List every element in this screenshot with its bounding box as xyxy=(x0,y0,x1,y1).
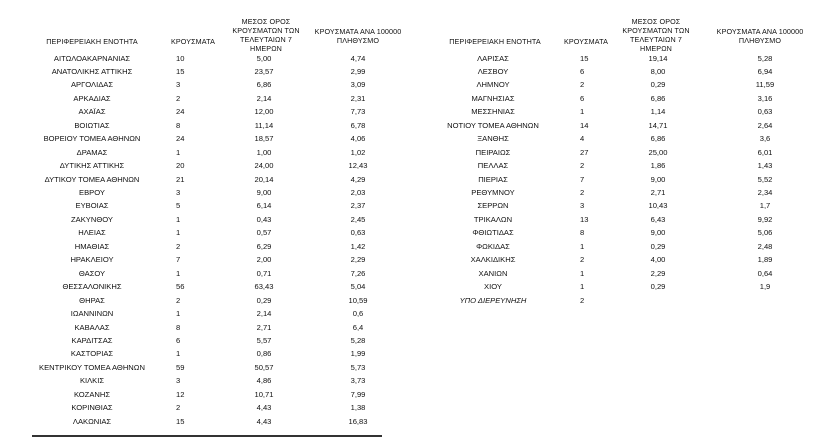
cell-cases: 59 xyxy=(176,362,185,372)
table-row xyxy=(410,255,819,268)
table-row xyxy=(0,417,410,430)
table-header xyxy=(0,0,410,53)
table-row xyxy=(0,363,410,376)
cell-region: ΚΕΝΤΡΙΚΟΥ ΤΟΜΕΑ ΑΘΗΝΩΝ xyxy=(39,362,145,372)
cell-per100k: 6,4 xyxy=(352,322,364,332)
cell-region: ΔΥΤΙΚΟΥ ΤΟΜΕΑ ΑΘΗΝΩΝ xyxy=(44,174,140,184)
cell-cases: 1 xyxy=(580,268,585,278)
table-row xyxy=(0,80,410,93)
table-row xyxy=(410,80,819,93)
table-row xyxy=(0,161,410,174)
cell-per100k: 0,63 xyxy=(350,228,366,238)
cell-per100k: 5,28 xyxy=(350,335,366,345)
cell-per100k: 1,99 xyxy=(350,349,366,359)
table-row xyxy=(0,309,410,322)
cell-region: ΕΥΒΟΙΑΣ xyxy=(75,201,109,211)
cell-cases: 7 xyxy=(580,174,585,184)
cell-per100k: 12,43 xyxy=(348,161,368,171)
cell-per100k: 1,89 xyxy=(757,255,773,265)
cell-avg7: 0,29 xyxy=(650,80,666,90)
cell-per100k: 0,63 xyxy=(757,107,773,117)
cell-region: ΦΘΙΩΤΙΔΑΣ xyxy=(472,228,514,238)
table-row xyxy=(410,242,819,255)
cell-per100k: 3,09 xyxy=(350,80,366,90)
table-row xyxy=(410,201,819,214)
cell-avg7: 1,14 xyxy=(650,107,666,117)
table-row xyxy=(0,255,410,268)
cell-region: ΙΩΑΝΝΙΝΩΝ xyxy=(70,309,114,319)
table-row xyxy=(410,228,819,241)
cell-region: ΚΟΡΙΝΘΙΑΣ xyxy=(71,403,113,413)
cell-cases: 1 xyxy=(176,147,181,157)
cell-avg7: 19,14 xyxy=(648,53,668,63)
header-per100k xyxy=(312,27,404,45)
cell-cases: 14 xyxy=(580,120,589,130)
table-row xyxy=(410,54,819,67)
cell-region: ΧΙΟΥ xyxy=(484,282,502,292)
table-row xyxy=(0,282,410,295)
cell-avg7: 20,14 xyxy=(254,174,274,184)
cell-cases: 1 xyxy=(176,309,181,319)
cell-per100k: 7,73 xyxy=(350,107,366,117)
table-row xyxy=(0,201,410,214)
cell-region: ΚΟΖΑΝΗΣ xyxy=(73,389,111,399)
cell-per100k: 2,45 xyxy=(350,214,366,224)
table-row xyxy=(410,215,819,228)
cell-region: ΑΙΤΩΛΟΑΚΑΡΝΑΝΙΑΣ xyxy=(53,53,131,63)
cell-per100k: 5,06 xyxy=(757,228,773,238)
cell-per100k: 5,28 xyxy=(757,53,773,63)
cell-region: ΡΕΘΥΜΝΟΥ xyxy=(471,188,515,197)
cell-per100k: 7,99 xyxy=(350,389,366,399)
cell-avg7: 0,57 xyxy=(256,228,272,238)
cell-per100k: 1,38 xyxy=(350,403,366,413)
cell-cases: 5 xyxy=(176,201,181,211)
cell-cases: 3 xyxy=(176,376,181,386)
table-row xyxy=(410,107,819,120)
header-avg7-line: ΤΕΛΕΥΤΑΙΩΝ 7 ΗΜΕΡΩΝ xyxy=(630,35,682,53)
cell-cases: 4 xyxy=(580,134,585,144)
cell-region: ΖΑΚΥΝΘΟΥ xyxy=(71,214,113,224)
table-row xyxy=(410,94,819,107)
cell-avg7: 6,86 xyxy=(650,134,666,144)
table-row xyxy=(0,121,410,134)
header-per100k-line: ΠΛΗΘΥΣΜΟ xyxy=(738,36,782,45)
cell-per100k: 2,99 xyxy=(350,66,366,76)
cell-avg7: 0,29 xyxy=(650,282,666,292)
cell-cases: 2 xyxy=(176,93,181,103)
cell-avg7: 6,43 xyxy=(650,214,666,224)
table-row xyxy=(410,296,819,309)
cell-cases: 27 xyxy=(580,147,589,157)
table-row xyxy=(0,242,410,255)
table-row xyxy=(0,349,410,362)
cell-region: ΘΑΣΟΥ xyxy=(78,268,106,278)
cell-per100k: 6,01 xyxy=(757,147,773,157)
cell-per100k: 9,92 xyxy=(757,214,773,224)
cell-region: ΗΛΕΙΑΣ xyxy=(78,228,106,238)
cell-avg7: 11,14 xyxy=(254,120,274,130)
cell-avg7: 2,71 xyxy=(256,322,272,332)
cell-per100k: 16,83 xyxy=(348,416,368,426)
cell-cases: 6 xyxy=(580,93,585,103)
cell-cases: 2 xyxy=(176,403,181,413)
cell-cases: 1 xyxy=(176,349,181,359)
cell-cases: 21 xyxy=(176,174,185,184)
cell-region: ΔΡΑΜΑΣ xyxy=(76,147,108,157)
cell-region: ΗΡΑΚΛΕΙΟΥ xyxy=(70,255,114,265)
cell-per100k: 3,73 xyxy=(350,376,366,386)
cell-cases: 8 xyxy=(580,228,585,238)
cell-per100k: 2,37 xyxy=(350,201,366,211)
table-row xyxy=(0,134,410,147)
cell-region: ΛΕΣΒΟΥ xyxy=(477,66,509,76)
cell-per100k: 3,6 xyxy=(759,134,771,144)
cell-per100k: 2,64 xyxy=(757,120,773,130)
cell-avg7: 14,71 xyxy=(648,120,668,130)
cell-avg7: 6,29 xyxy=(256,241,272,251)
cell-per100k: 2,03 xyxy=(350,188,366,197)
table-row xyxy=(410,67,819,80)
cell-per100k: 2,34 xyxy=(757,188,773,197)
cell-per100k: 7,26 xyxy=(350,268,366,278)
cell-per100k: 0,64 xyxy=(757,268,773,278)
cell-per100k: 0,6 xyxy=(352,309,364,319)
header-avg7-line: ΜΕΣΟΣ ΟΡΟΣ xyxy=(631,17,681,26)
cell-cases: 1 xyxy=(176,268,181,278)
table-row xyxy=(0,376,410,389)
cell-avg7: 2,71 xyxy=(650,188,666,197)
cell-region: ΤΡΙΚΑΛΩΝ xyxy=(473,214,513,224)
cell-avg7: 1,00 xyxy=(256,147,272,157)
table-row xyxy=(0,215,410,228)
cell-avg7: 12,00 xyxy=(254,107,274,117)
cell-avg7: 4,43 xyxy=(256,416,272,426)
cell-per100k: 5,73 xyxy=(350,362,366,372)
cell-cases: 1 xyxy=(580,241,585,251)
table-row xyxy=(410,282,819,295)
cell-avg7: 0,29 xyxy=(650,241,666,251)
table-row xyxy=(0,336,410,349)
cell-avg7: 2,00 xyxy=(256,255,272,265)
table-row xyxy=(0,148,410,161)
cell-region: ΜΑΓΝΗΣΙΑΣ xyxy=(471,93,515,103)
cell-avg7: 9,00 xyxy=(650,228,666,238)
cell-per100k: 1,43 xyxy=(757,161,773,171)
cell-region: ΚΑΒΑΛΑΣ xyxy=(74,322,110,332)
table-row xyxy=(0,323,410,336)
cell-region: ΑΧΑΪΑΣ xyxy=(78,107,106,117)
cell-region: ΛΗΜΝΟΥ xyxy=(476,80,510,90)
cell-avg7: 9,00 xyxy=(650,174,666,184)
cell-region: ΑΡΚΑΔΙΑΣ xyxy=(73,93,111,103)
cell-per100k: 2,29 xyxy=(350,255,366,265)
cell-avg7: 6,86 xyxy=(650,93,666,103)
cell-per100k: 3,16 xyxy=(757,93,773,103)
header-avg7-line: ΚΡΟΥΣΜΑΤΩΝ ΤΩΝ xyxy=(232,26,300,35)
table-row xyxy=(410,121,819,134)
cell-region: ΠΕΛΛΑΣ xyxy=(477,161,509,171)
cell-avg7: 25,00 xyxy=(648,147,668,157)
cell-cases: 2 xyxy=(176,295,181,305)
cell-avg7: 6,86 xyxy=(256,80,272,90)
header-per100k-line: ΚΡΟΥΣΜΑΤΑ ΑΝΑ 100000 xyxy=(716,27,804,36)
cell-cases: 56 xyxy=(176,282,185,292)
table-row xyxy=(0,296,410,309)
table-row xyxy=(410,161,819,174)
cell-region: ΣΕΡΡΩΝ xyxy=(477,201,509,211)
header-cases: ΚΡΟΥΣΜΑΤΑ xyxy=(171,37,215,46)
cell-region: ΔΥΤΙΚΗΣ ΑΤΤΙΚΗΣ xyxy=(59,161,125,171)
cell-cases: 24 xyxy=(176,134,185,144)
cell-cases: 6 xyxy=(580,66,585,76)
table-row xyxy=(0,54,410,67)
cell-per100k: 4,74 xyxy=(350,53,366,63)
cell-avg7: 63,43 xyxy=(254,282,274,292)
cell-avg7: 2,14 xyxy=(256,309,272,319)
cell-cases: 15 xyxy=(176,416,185,426)
table-row xyxy=(0,175,410,188)
table-row xyxy=(410,269,819,282)
header-per100k-line: ΠΛΗΘΥΣΜΟ xyxy=(336,36,380,45)
cell-region: ΥΠΟ ΔΙΕΡΕΥΝΗΣΗ xyxy=(459,295,527,305)
cell-avg7: 50,57 xyxy=(254,362,274,372)
cell-region: ΚΙΛΚΙΣ xyxy=(79,376,105,386)
table-row xyxy=(0,67,410,80)
cell-region: ΒΟΙΩΤΙΑΣ xyxy=(74,120,110,130)
cell-region: ΧΑΝΙΩΝ xyxy=(478,268,508,278)
cell-avg7: 0,86 xyxy=(256,349,272,359)
table-row xyxy=(410,175,819,188)
table-row xyxy=(410,188,819,201)
cell-per100k: 6,78 xyxy=(350,120,366,130)
cell-region: ΒΟΡΕΙΟΥ ΤΟΜΕΑ ΑΘΗΝΩΝ xyxy=(43,134,141,144)
cell-per100k: 6,94 xyxy=(757,66,773,76)
cell-per100k: 1,02 xyxy=(350,147,366,157)
cell-per100k: 4,29 xyxy=(350,174,366,184)
cell-cases: 2 xyxy=(580,255,585,265)
cell-cases: 6 xyxy=(176,335,181,345)
table-row xyxy=(0,228,410,241)
cell-avg7: 0,43 xyxy=(256,214,272,224)
cell-per100k: 5,52 xyxy=(757,174,773,184)
cell-region: ΚΑΡΔΙΤΣΑΣ xyxy=(71,335,113,345)
cell-avg7: 10,71 xyxy=(254,389,274,399)
cell-cases: 1 xyxy=(580,107,585,117)
table-header xyxy=(410,0,819,53)
table-row xyxy=(0,390,410,403)
cell-cases: 2 xyxy=(580,188,585,197)
header-per100k xyxy=(702,27,818,45)
cell-region: ΜΕΣΣΗΝΙΑΣ xyxy=(471,107,515,117)
table-row xyxy=(0,403,410,416)
table-row xyxy=(410,148,819,161)
cell-per100k: 4,06 xyxy=(350,134,366,144)
cell-avg7: 9,00 xyxy=(256,188,272,197)
header-avg7 xyxy=(226,17,306,53)
cell-cases: 10 xyxy=(176,53,185,63)
cell-cases: 12 xyxy=(176,389,185,399)
header-avg7-line: ΜΕΣΟΣ ΟΡΟΣ xyxy=(241,17,291,26)
cell-avg7: 5,00 xyxy=(256,53,272,63)
cell-cases: 15 xyxy=(580,53,589,63)
cell-cases: 1 xyxy=(580,282,585,292)
cell-cases: 2 xyxy=(580,80,585,90)
cell-region: ΘΗΡΑΣ xyxy=(79,295,105,305)
cell-avg7: 2,29 xyxy=(650,268,666,278)
cell-cases: 3 xyxy=(176,188,181,197)
table-row xyxy=(0,94,410,107)
cell-cases: 8 xyxy=(176,120,181,130)
cell-region: ΕΒΡΟΥ xyxy=(79,188,105,197)
cell-cases: 20 xyxy=(176,161,185,171)
header-per100k-line: ΚΡΟΥΣΜΑΤΑ ΑΝΑ 100000 xyxy=(314,27,402,36)
cell-avg7: 23,57 xyxy=(254,66,274,76)
cell-region: ΠΙΕΡΙΑΣ xyxy=(478,174,508,184)
cell-cases: 3 xyxy=(580,201,585,211)
cell-avg7: 4,86 xyxy=(256,376,272,386)
header-region: ΠΕΡΙΦΕΡΕΙΑΚΗ ΕΝΟΤΗΤΑ xyxy=(46,37,138,46)
cell-avg7: 8,00 xyxy=(650,66,666,76)
cell-cases: 1 xyxy=(176,228,181,238)
cell-region: ΗΜΑΘΙΑΣ xyxy=(74,241,110,251)
cell-avg7: 1,86 xyxy=(650,161,666,171)
cell-region: ΚΑΣΤΟΡΙΑΣ xyxy=(70,349,114,359)
cell-cases: 13 xyxy=(580,214,589,224)
cell-region: ΝΟΤΙΟΥ ΤΟΜΕΑ ΑΘΗΝΩΝ xyxy=(447,120,539,130)
cell-avg7: 10,43 xyxy=(648,201,668,211)
header-cases: ΚΡΟΥΣΜΑΤΑ xyxy=(564,37,608,46)
cell-region: ΛΑΡΙΣΑΣ xyxy=(477,53,509,63)
cell-per100k: 5,04 xyxy=(350,282,366,292)
cell-region: ΛΑΚΩΝΙΑΣ xyxy=(72,416,112,426)
cell-cases: 1 xyxy=(176,214,181,224)
cell-avg7: 0,71 xyxy=(256,268,272,278)
cell-cases: 2 xyxy=(580,295,585,305)
header-region: ΠΕΡΙΦΕΡΕΙΑΚΗ ΕΝΟΤΗΤΑ xyxy=(449,37,541,46)
cell-region: ΑΡΓΟΛΙΔΑΣ xyxy=(70,80,114,90)
cell-cases: 15 xyxy=(176,66,185,76)
cell-avg7: 6,14 xyxy=(256,201,272,211)
cell-per100k: 1,42 xyxy=(350,241,366,251)
cell-avg7: 4,00 xyxy=(650,255,666,265)
cell-region: ΞΑΝΘΗΣ xyxy=(477,134,509,144)
cell-region: ΦΩΚΙΔΑΣ xyxy=(476,241,510,251)
cell-avg7: 5,57 xyxy=(256,335,272,345)
cell-cases: 3 xyxy=(176,80,181,90)
cell-per100k: 11,59 xyxy=(755,80,775,90)
table-row xyxy=(410,134,819,147)
cell-avg7: 4,43 xyxy=(256,403,272,413)
cell-avg7: 2,14 xyxy=(256,93,272,103)
cell-avg7: 24,00 xyxy=(254,161,274,171)
cell-avg7: 0,29 xyxy=(256,295,272,305)
table-row xyxy=(0,107,410,120)
header-avg7-line: ΤΕΛΕΥΤΑΙΩΝ 7 ΗΜΕΡΩΝ xyxy=(240,35,292,53)
header-avg7 xyxy=(614,17,698,53)
cell-region: ΑΝΑΤΟΛΙΚΗΣ ΑΤΤΙΚΗΣ xyxy=(51,66,133,76)
cell-cases: 7 xyxy=(176,255,181,265)
cell-cases: 2 xyxy=(580,161,585,171)
cell-per100k: 10,59 xyxy=(348,295,368,305)
cell-per100k: 1,7 xyxy=(759,201,771,211)
cell-region: ΠΕΙΡΑΙΩΣ xyxy=(475,147,511,157)
cell-region: ΘΕΣΣΑΛΟΝΙΚΗΣ xyxy=(62,282,122,292)
table-row xyxy=(0,269,410,282)
cell-cases: 8 xyxy=(176,322,181,332)
cell-per100k: 2,48 xyxy=(757,241,773,251)
cell-cases: 24 xyxy=(176,107,185,117)
header-avg7-line: ΚΡΟΥΣΜΑΤΩΝ ΤΩΝ xyxy=(622,26,690,35)
table-bottom-rule xyxy=(32,435,382,437)
cell-region: ΧΑΛΚΙΔΙΚΗΣ xyxy=(470,255,516,265)
table-row xyxy=(0,188,410,201)
cell-per100k: 1,9 xyxy=(759,282,771,292)
cell-avg7: 18,57 xyxy=(254,134,274,144)
cell-cases: 2 xyxy=(176,241,181,251)
cell-per100k: 2,31 xyxy=(350,93,366,103)
